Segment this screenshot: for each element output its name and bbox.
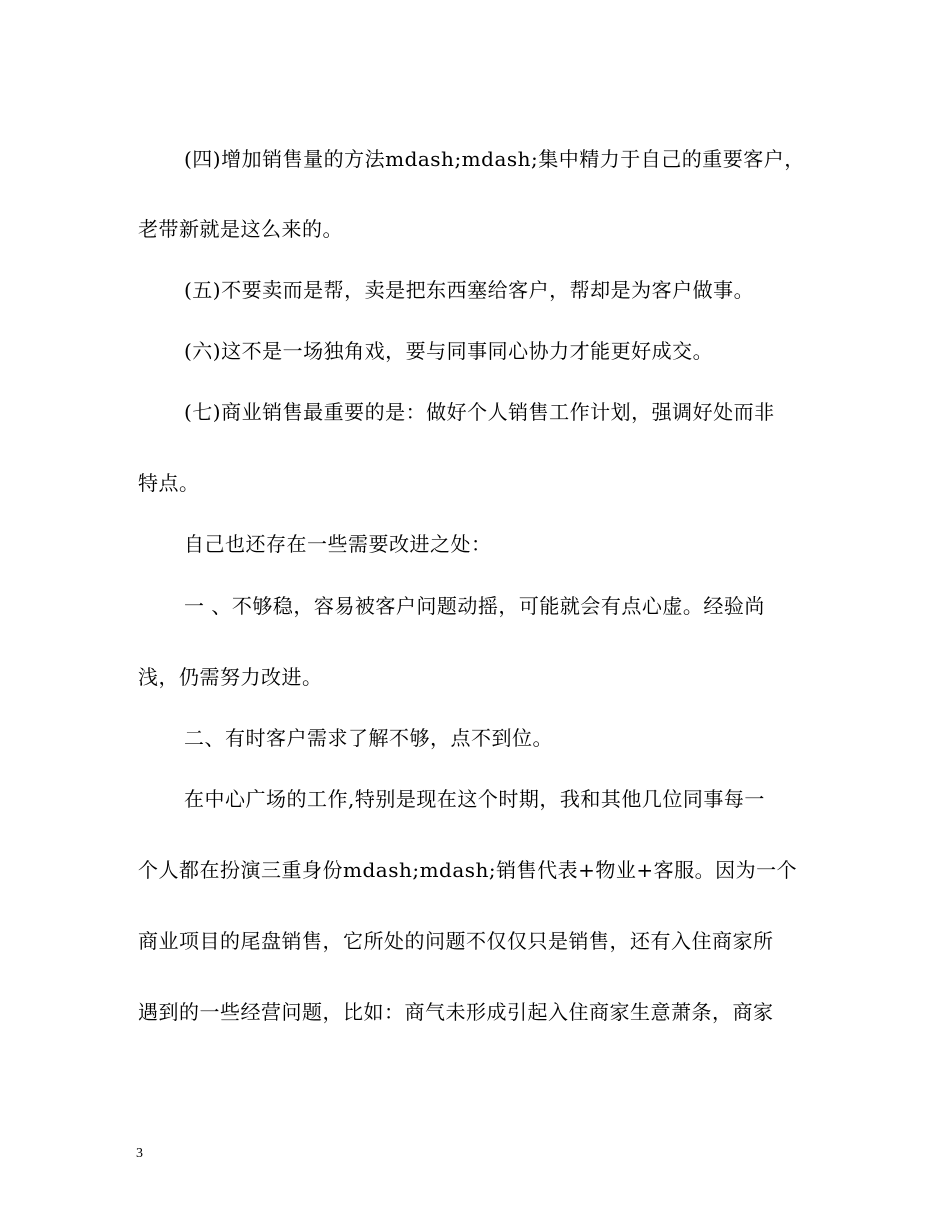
paragraph-line: 二、有时客户需求了解不够，点不到位。 <box>184 726 553 750</box>
paragraph-line: 一 、不够稳，容易被客户问题动摇，可能就会有点心虚。经验尚 <box>184 594 765 618</box>
paragraph-line: 老带新就是这么来的。 <box>138 217 343 241</box>
paragraph-line: (四)增加销售量的方法mdash;mdash;集中精力于自己的重要客户， <box>184 147 805 171</box>
paragraph-line: 个人都在扮演三重身份mdash;mdash;销售代表+物业+客服。因为一个 <box>138 858 798 882</box>
paragraph-line: 在中心广场的工作,特别是现在这个时期，我和其他几位同事每一 <box>184 787 765 811</box>
paragraph-line: (七)商业销售最重要的是：做好个人销售工作计划，强调好处而非 <box>184 400 775 424</box>
paragraph-line: (六)这不是一场独角戏，要与同事同心协力才能更好成交。 <box>184 339 714 363</box>
paragraph-line: 浅，仍需努力改进。 <box>138 665 323 689</box>
page-number: 3 <box>136 1146 143 1161</box>
paragraph-line: (五)不要卖而是帮，卖是把东西塞给客户，帮却是为客户做事。 <box>184 278 755 302</box>
paragraph-line: 自己也还存在一些需要改进之处： <box>184 532 492 556</box>
paragraph-line: 商业项目的尾盘销售，它所处的问题不仅仅只是销售，还有入住商家所 <box>138 929 774 953</box>
paragraph-line: 特点。 <box>138 471 200 495</box>
paragraph-line: 遇到的一些经营问题，比如：商气未形成引起入住商家生意萧条，商家 <box>138 1000 774 1024</box>
